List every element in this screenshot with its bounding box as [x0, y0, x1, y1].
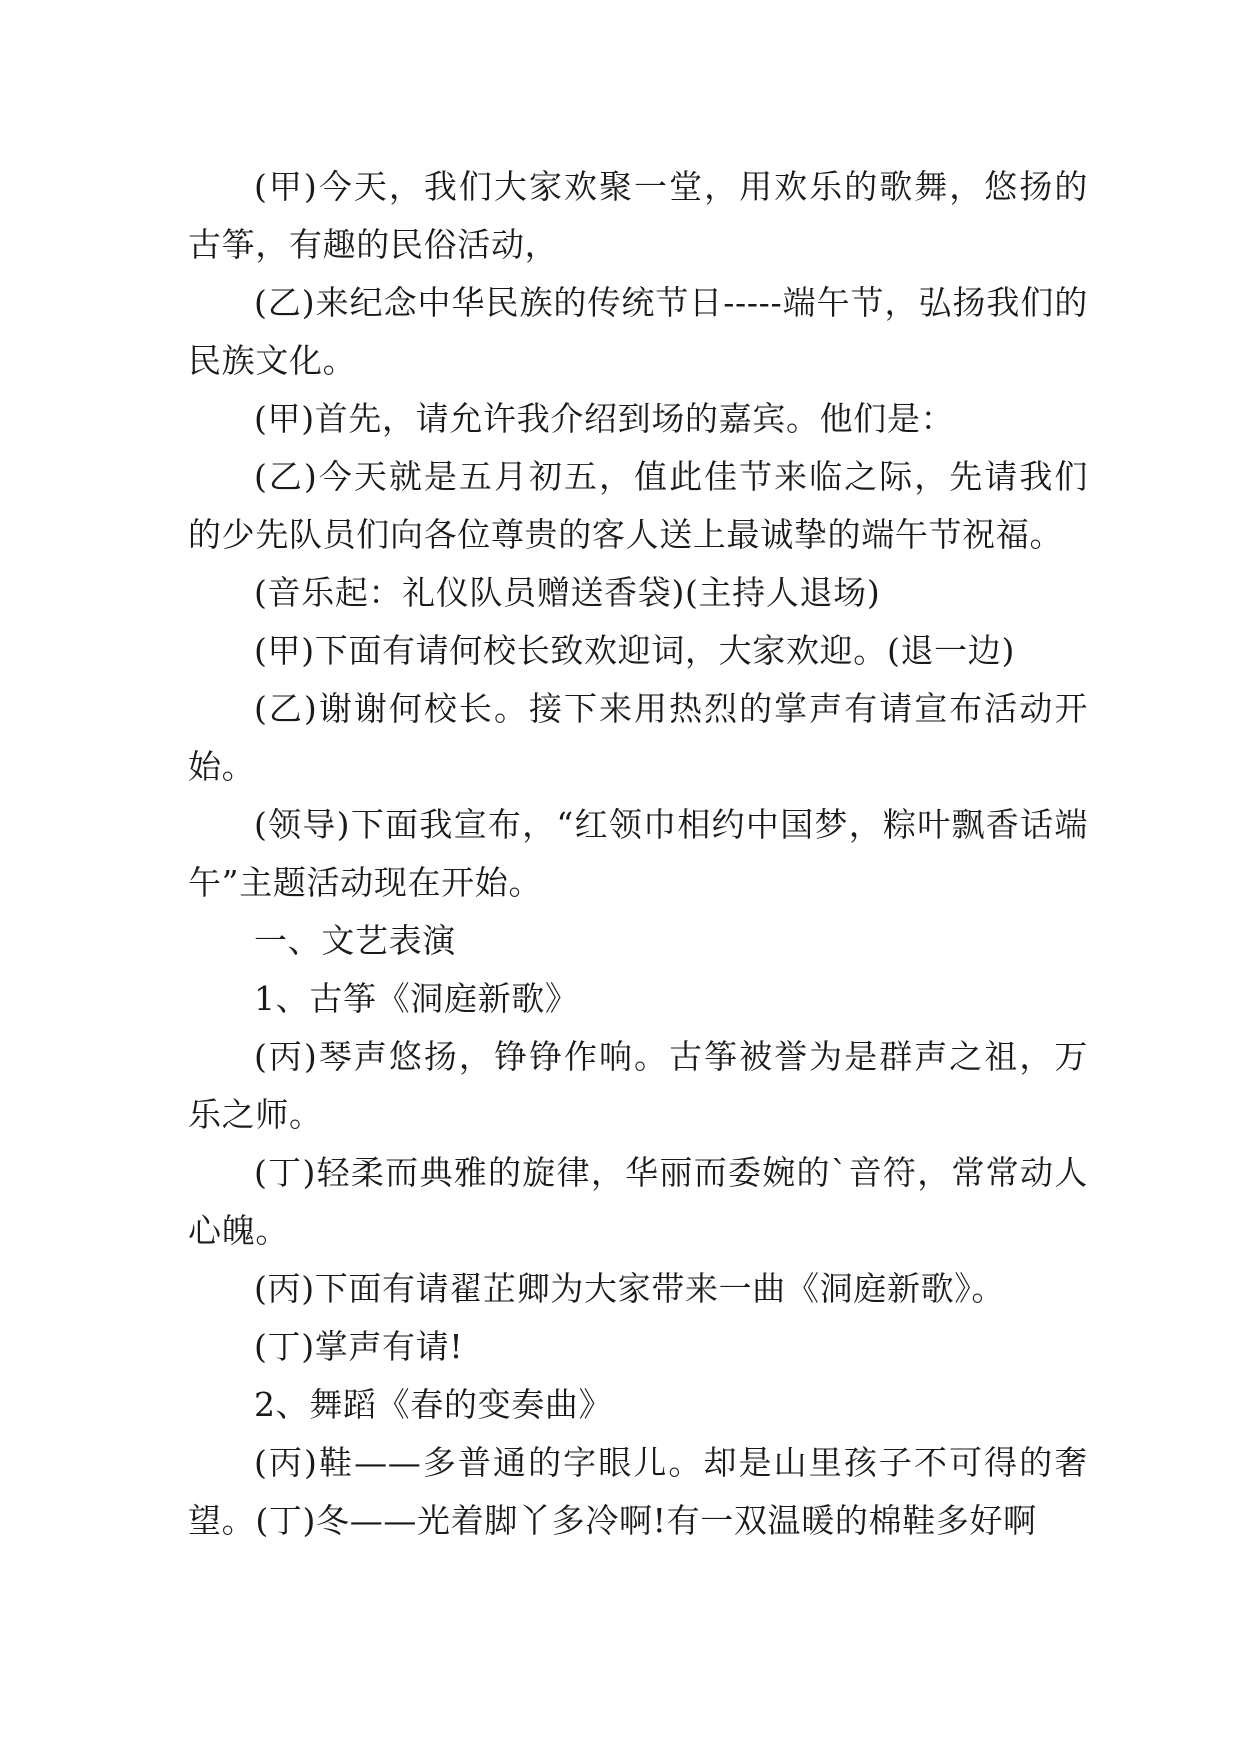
program-item-heading: 1、古筝《洞庭新歌》 — [254, 979, 579, 1018]
paragraph: (甲)今天，我们大家欢聚一堂，用欢乐的歌舞，悠扬的古筝，有趣的民俗活动， — [188, 167, 1088, 264]
program-item-heading: 2、舞蹈《春的变奏曲》 — [254, 1385, 613, 1424]
paragraph: (音乐起：礼仪队员赠送香袋)(主持人退场) — [254, 573, 881, 612]
paragraph: (乙)来纪念中华民族的传统节日-----端午节，弘扬我们的民族文化。 — [188, 283, 1088, 380]
paragraph: (丙)鞋——多普通的字眼儿。却是山里孩子不可得的奢望。(丁)冬——光着脚丫多冷啊!有一双温暖的棉鞋多好啊 — [188, 1443, 1088, 1540]
paragraph: (丁)掌声有请! — [254, 1327, 464, 1366]
paragraph: (乙)谢谢何校长。接下来用热烈的掌声有请宣布活动开始。 — [188, 689, 1088, 786]
document-body — [188, 158, 1088, 1550]
paragraph: (丙)琴声悠扬，铮铮作响。古筝被誉为是群声之祖，万乐之师。 — [188, 1037, 1088, 1134]
paragraph: (丁)轻柔而典雅的旋律，华丽而委婉的`音符，常常动人心魄。 — [188, 1153, 1088, 1250]
paragraph: (乙)今天就是五月初五，值此佳节来临之际，先请我们的少先队员们向各位尊贵的客人送上最诚挚的端午节祝福。 — [188, 457, 1088, 554]
paragraph: (丙)下面有请翟芷卿为大家带来一曲《洞庭新歌》。 — [254, 1269, 1006, 1308]
paragraph: (领导)下面我宣布，“红领巾相约中国梦，粽叶飘香话端午”主题活动现在开始。 — [188, 805, 1088, 902]
section-heading: 一、文艺表演 — [254, 921, 456, 960]
paragraph: (甲)首先，请允许我介绍到场的嘉宾。他们是： — [254, 399, 955, 438]
paragraph: (甲)下面有请何校长致欢迎词，大家欢迎。(退一边) — [254, 631, 1015, 670]
